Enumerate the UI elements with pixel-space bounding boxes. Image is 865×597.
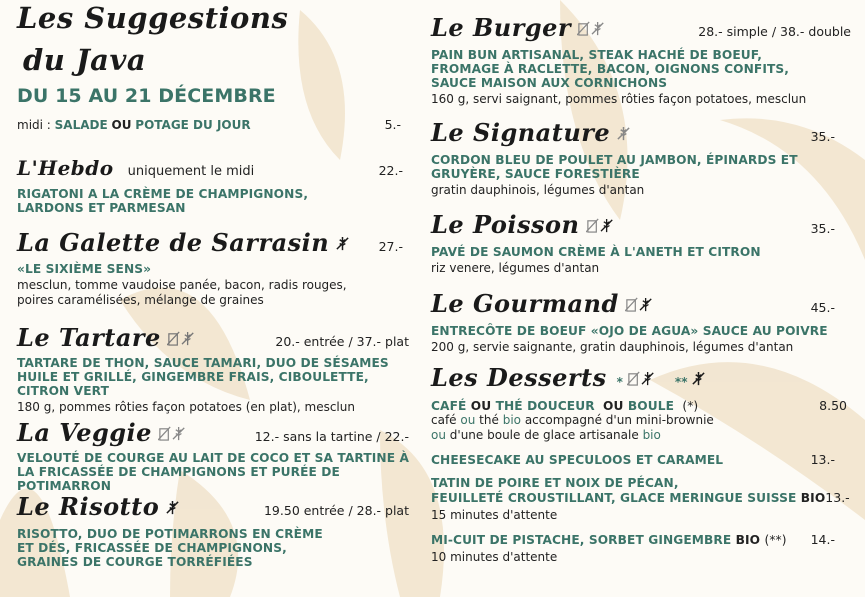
item-title: CORDON BLEU DE POULET AU JAMBON, ÉPINARDS ET GRUYÈRE, SAUCE FORESTIÈRE — [431, 153, 798, 181]
item-name: Le Gourmand — [431, 289, 619, 318]
midi-line — [17, 117, 409, 133]
item-price: 22.- — [378, 163, 403, 178]
item-desc: riz venere, légumes d'antan — [431, 261, 600, 275]
item-name: Le Burger — [431, 13, 572, 42]
tatin-title1: TATIN DE POIRE ET NOIX DE PÉCAN, — [431, 476, 679, 490]
lactose-gluten-free-icon — [158, 426, 188, 441]
item-desc: 200 g, servie saignante, gratin dauphinois, légumes d'antan — [431, 340, 794, 354]
item-name: Le Signature — [431, 118, 611, 147]
item-name: La Veggie — [17, 418, 152, 447]
item-name: Le Poisson — [431, 210, 580, 239]
item-price: 28.- simple / 38.- double — [698, 24, 851, 39]
cafe-p2: THÉ DOUCEUR — [495, 399, 595, 413]
item-galette — [17, 228, 409, 308]
item-note: uniquement le midi — [127, 164, 255, 179]
tatin-price: 13.- — [825, 490, 850, 505]
item-title: PAIN BUN ARTISANAL, STEAK HACHÉ DE BOEUF, FROMAGE À RACLETTE, BACON, OIGNONS CONFITS, SAUCE MAISON AUX CORNICHONS — [431, 48, 789, 90]
item-title: VELOUTÉ DE COURGE AU LAIT DE COCO ET SA TARTINE À LA FRICASSÉE DE CHAMPIGNONS ET PURÉE DE POTIMARRON — [17, 451, 410, 493]
dessert-micuit — [431, 532, 851, 565]
item-burger — [431, 13, 851, 107]
item-hebdo — [17, 158, 409, 215]
item-title: RISOTTO, DUO DE POTIMARRONS EN CRÈME ET DÉS, FRICASSÉE DE CHAMPIGNONS, GRAINES DE COURGE TORRÉFIÉES — [17, 527, 323, 569]
midi-price: 5.- — [384, 117, 401, 132]
cheesecake-price: 13.- — [810, 452, 835, 467]
dessert-tatin — [431, 476, 851, 523]
item-desc: mesclun, tomme vaudoise panée, bacon, radis rouges, poires caramélisées, mélange de graines — [17, 278, 347, 307]
dessert-cheesecake — [431, 452, 851, 467]
midi-salade: SALADE — [54, 118, 108, 132]
micuit-desc: 10 minutes d'attente — [431, 550, 558, 564]
item-veggie — [17, 418, 410, 493]
item-price: 12.- sans la tartine / 22.- — [254, 429, 409, 444]
item-desc: 160 g, servi saignant, pommes rôties façon potatoes, mesclun — [431, 92, 807, 106]
item-desc: 180 g, pommes rôties façon potatoes (en plat), mesclun — [17, 400, 355, 414]
midi-ou: OU — [111, 118, 132, 132]
item-price: 35.- — [810, 129, 835, 144]
midi-prefix: midi : — [17, 118, 55, 132]
micuit-mark: (**) — [764, 533, 787, 547]
item-poisson — [431, 210, 851, 276]
lactose-gluten-free-icon — [167, 331, 197, 346]
cafe-desc-line2: ou d'une boule de glace artisanale bio — [431, 428, 661, 442]
cafe-price: 8.50 — [819, 398, 847, 413]
lactose-gluten-free-icon — [577, 21, 607, 36]
cafe-p3: BOULE — [627, 399, 674, 413]
marker-double: ** — [674, 375, 688, 389]
tatin-bio: BIO — [800, 491, 826, 505]
tatin-title2: FEUILLETÉ CROUSTILLANT, GLACE MERINGUE SUISSE — [431, 491, 797, 505]
item-title: ENTRECÔTE DE BOEUF «OJO DE AGUA» SAUCE AU POIVRE — [431, 324, 828, 338]
marker-single: * — [616, 375, 623, 389]
micuit-bio: BIO — [735, 533, 761, 547]
item-price: 35.- — [810, 221, 835, 236]
item-risotto — [17, 492, 409, 569]
gluten-free-icon — [165, 500, 180, 515]
cafe-mark: (*) — [682, 399, 699, 413]
item-price: 45.- — [810, 300, 835, 315]
item-desc: gratin dauphinois, légumes d'antan — [431, 183, 645, 197]
cafe-p1: CAFÉ — [431, 399, 467, 413]
item-price: 19.50 entrée / 28.- plat — [263, 503, 409, 518]
cafe-ou2: OU — [603, 399, 624, 413]
item-name: Le Risotto — [17, 492, 160, 521]
item-name: L'Hebdo — [17, 156, 114, 180]
lactose-gluten-free-icon — [586, 218, 616, 233]
gluten-free-icon — [616, 126, 631, 141]
micuit-title: MI-CUIT DE PISTACHE, SORBET GINGEMBRE — [431, 533, 732, 547]
midi-potage: POTAGE DU JOUR — [135, 118, 251, 132]
item-price: 20.- entrée / 37.- plat — [275, 334, 409, 349]
micuit-price: 14.- — [810, 532, 835, 547]
item-title: PAVÉ DE SAUMON CRÈME À L'ANETH ET CITRON — [431, 245, 761, 259]
item-name: La Galette de Sarrasin — [17, 228, 330, 257]
cafe-ou1: OU — [470, 399, 492, 413]
item-title: TARTARE DE THON, SAUCE TAMARI, DUO DE SÉSAMES HUILE ET GRILLÉ, GINGEMBRE FRAIS, CIBOULETTE, CITRON VERT — [17, 356, 389, 398]
desserts-title: Les Desserts — [431, 363, 607, 392]
cafe-desc-line1: café ou thé bio accompagné d'un mini-brownie — [431, 413, 714, 427]
menu-title-line2: du Java — [23, 43, 147, 77]
menu-title-line1: Les Suggestions — [17, 1, 289, 35]
item-name: Le Tartare — [17, 323, 161, 352]
item-title: RIGATONI A LA CRÈME DE CHAMPIGNONS, LARDONS ET PARMESAN — [17, 187, 309, 215]
item-gourmand — [431, 289, 851, 355]
lactose-gluten-free-icon — [625, 297, 655, 312]
dessert-cafe — [431, 398, 851, 413]
date-range: DU 15 AU 21 DÉCEMBRE — [17, 85, 276, 107]
item-title: «LE SIXIÈME SENS» — [17, 262, 152, 276]
gluten-free-icon — [335, 236, 350, 251]
item-signature — [431, 118, 851, 198]
tatin-desc: 15 minutes d'attente — [431, 508, 558, 522]
item-price: 27.- — [378, 239, 403, 254]
item-tartare — [17, 323, 409, 415]
cheesecake-title: CHEESECAKE AU SPECULOOS ET CARAMEL — [431, 453, 724, 467]
lactose-gluten-free-icon — [627, 371, 657, 386]
gluten-free-icon — [691, 371, 706, 386]
desserts-section — [431, 363, 851, 565]
